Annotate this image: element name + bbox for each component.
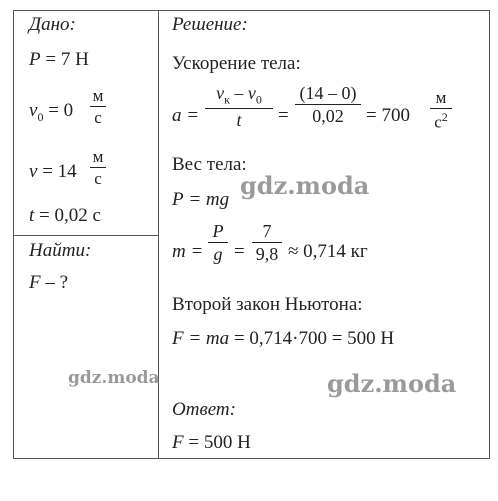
given-time: t = 0,02 с [29, 205, 101, 226]
acceleration-numeric-fraction: (14 – 0) 0,02 [295, 84, 361, 125]
mass-fraction: P g [208, 222, 228, 263]
given-weight: P = 7 Н [29, 49, 89, 70]
weight-formula: P = mg [172, 189, 230, 210]
watermark: gdz.moda [327, 369, 457, 398]
acceleration-unit: м $с^2$ [430, 89, 452, 131]
given-header: Дано: [29, 14, 76, 35]
acceleration-equals-1: = [278, 105, 289, 126]
acceleration-result: = 700 [366, 105, 410, 126]
find-header: Найти: [29, 240, 92, 261]
acceleration-lhs: a = [172, 105, 200, 126]
given-find-divider [13, 235, 159, 236]
table-border-bottom [13, 458, 490, 459]
answer-header: Ответ: [172, 399, 236, 420]
mass-numeric-fraction: 7 9,8 [252, 222, 282, 263]
table-border-top [13, 10, 490, 11]
watermark: gdz.moda [68, 368, 160, 388]
given-initial-velocity-unit: м с [90, 87, 106, 126]
given-final-velocity: v = 14 [29, 161, 77, 182]
mass-lhs: m = [172, 241, 204, 262]
given-final-velocity-unit: м с [90, 148, 106, 187]
answer-value: F = 500 Н [172, 432, 251, 453]
watermark: gdz.moda [240, 171, 370, 200]
table-border-right [489, 10, 490, 459]
newton-formula: F = ma = 0,714·700 = 500 Н [172, 328, 395, 349]
mass-equals: = [234, 241, 245, 262]
find-force: F – ? [29, 272, 69, 293]
acceleration-fraction: $v_к - v_0$ t [205, 84, 273, 129]
newton-label: Второй закон Ньютона: [172, 294, 363, 315]
weight-label: Вес тела: [172, 154, 247, 175]
acceleration-label: Ускорение тела: [172, 53, 301, 74]
given-initial-velocity: $v_0 = 0$ [29, 100, 74, 124]
solution-header: Решение: [172, 14, 248, 35]
mass-result: ≈ 0,714 кг [288, 241, 368, 262]
